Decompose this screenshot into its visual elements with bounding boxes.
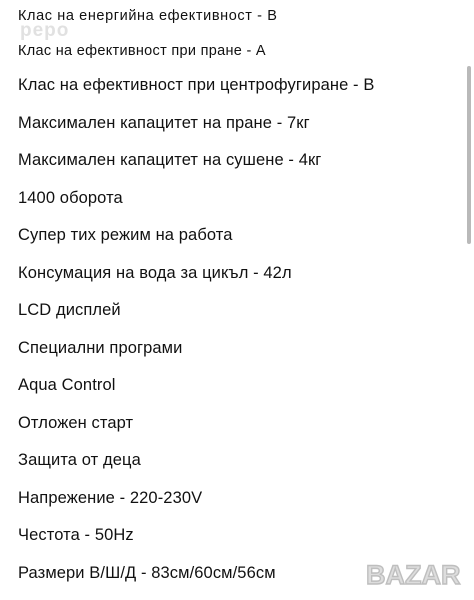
list-item: Супер тих режим на работа (18, 226, 233, 244)
list-item: Aqua Control (18, 376, 116, 394)
logo-text: BAZAR (366, 560, 461, 590)
scrollbar-thumb[interactable] (467, 66, 471, 244)
list-item: Честота - 50Hz (18, 526, 134, 544)
list-item: LCD дисплей (18, 301, 121, 319)
list-item: Напрежение - 220-230V (18, 489, 203, 507)
list-item: Максимален капацитет на сушене - 4кг (18, 151, 322, 169)
bazar-logo (364, 554, 468, 594)
list-item: Клас на ефективност при центрофугиране - В (18, 76, 375, 94)
list-item: Специални програми (18, 339, 183, 357)
list-item: Клас на ефективност при пране - А (18, 43, 266, 59)
list-item: Консумация на вода за цикъл - 42л (18, 264, 292, 282)
list-item: Размери В/Ш/Д - 83см/60см/56см (18, 564, 276, 582)
list-item: 1400 оборота (18, 189, 123, 207)
watermark-top: pepo (20, 20, 70, 41)
list-item: Отложен старт (18, 414, 134, 432)
list-item: Защита от деца (18, 451, 141, 469)
list-item: Клас на енергийна ефективност - В (18, 8, 278, 24)
list-item: Максимален капацитет на пране - 7кг (18, 114, 310, 132)
